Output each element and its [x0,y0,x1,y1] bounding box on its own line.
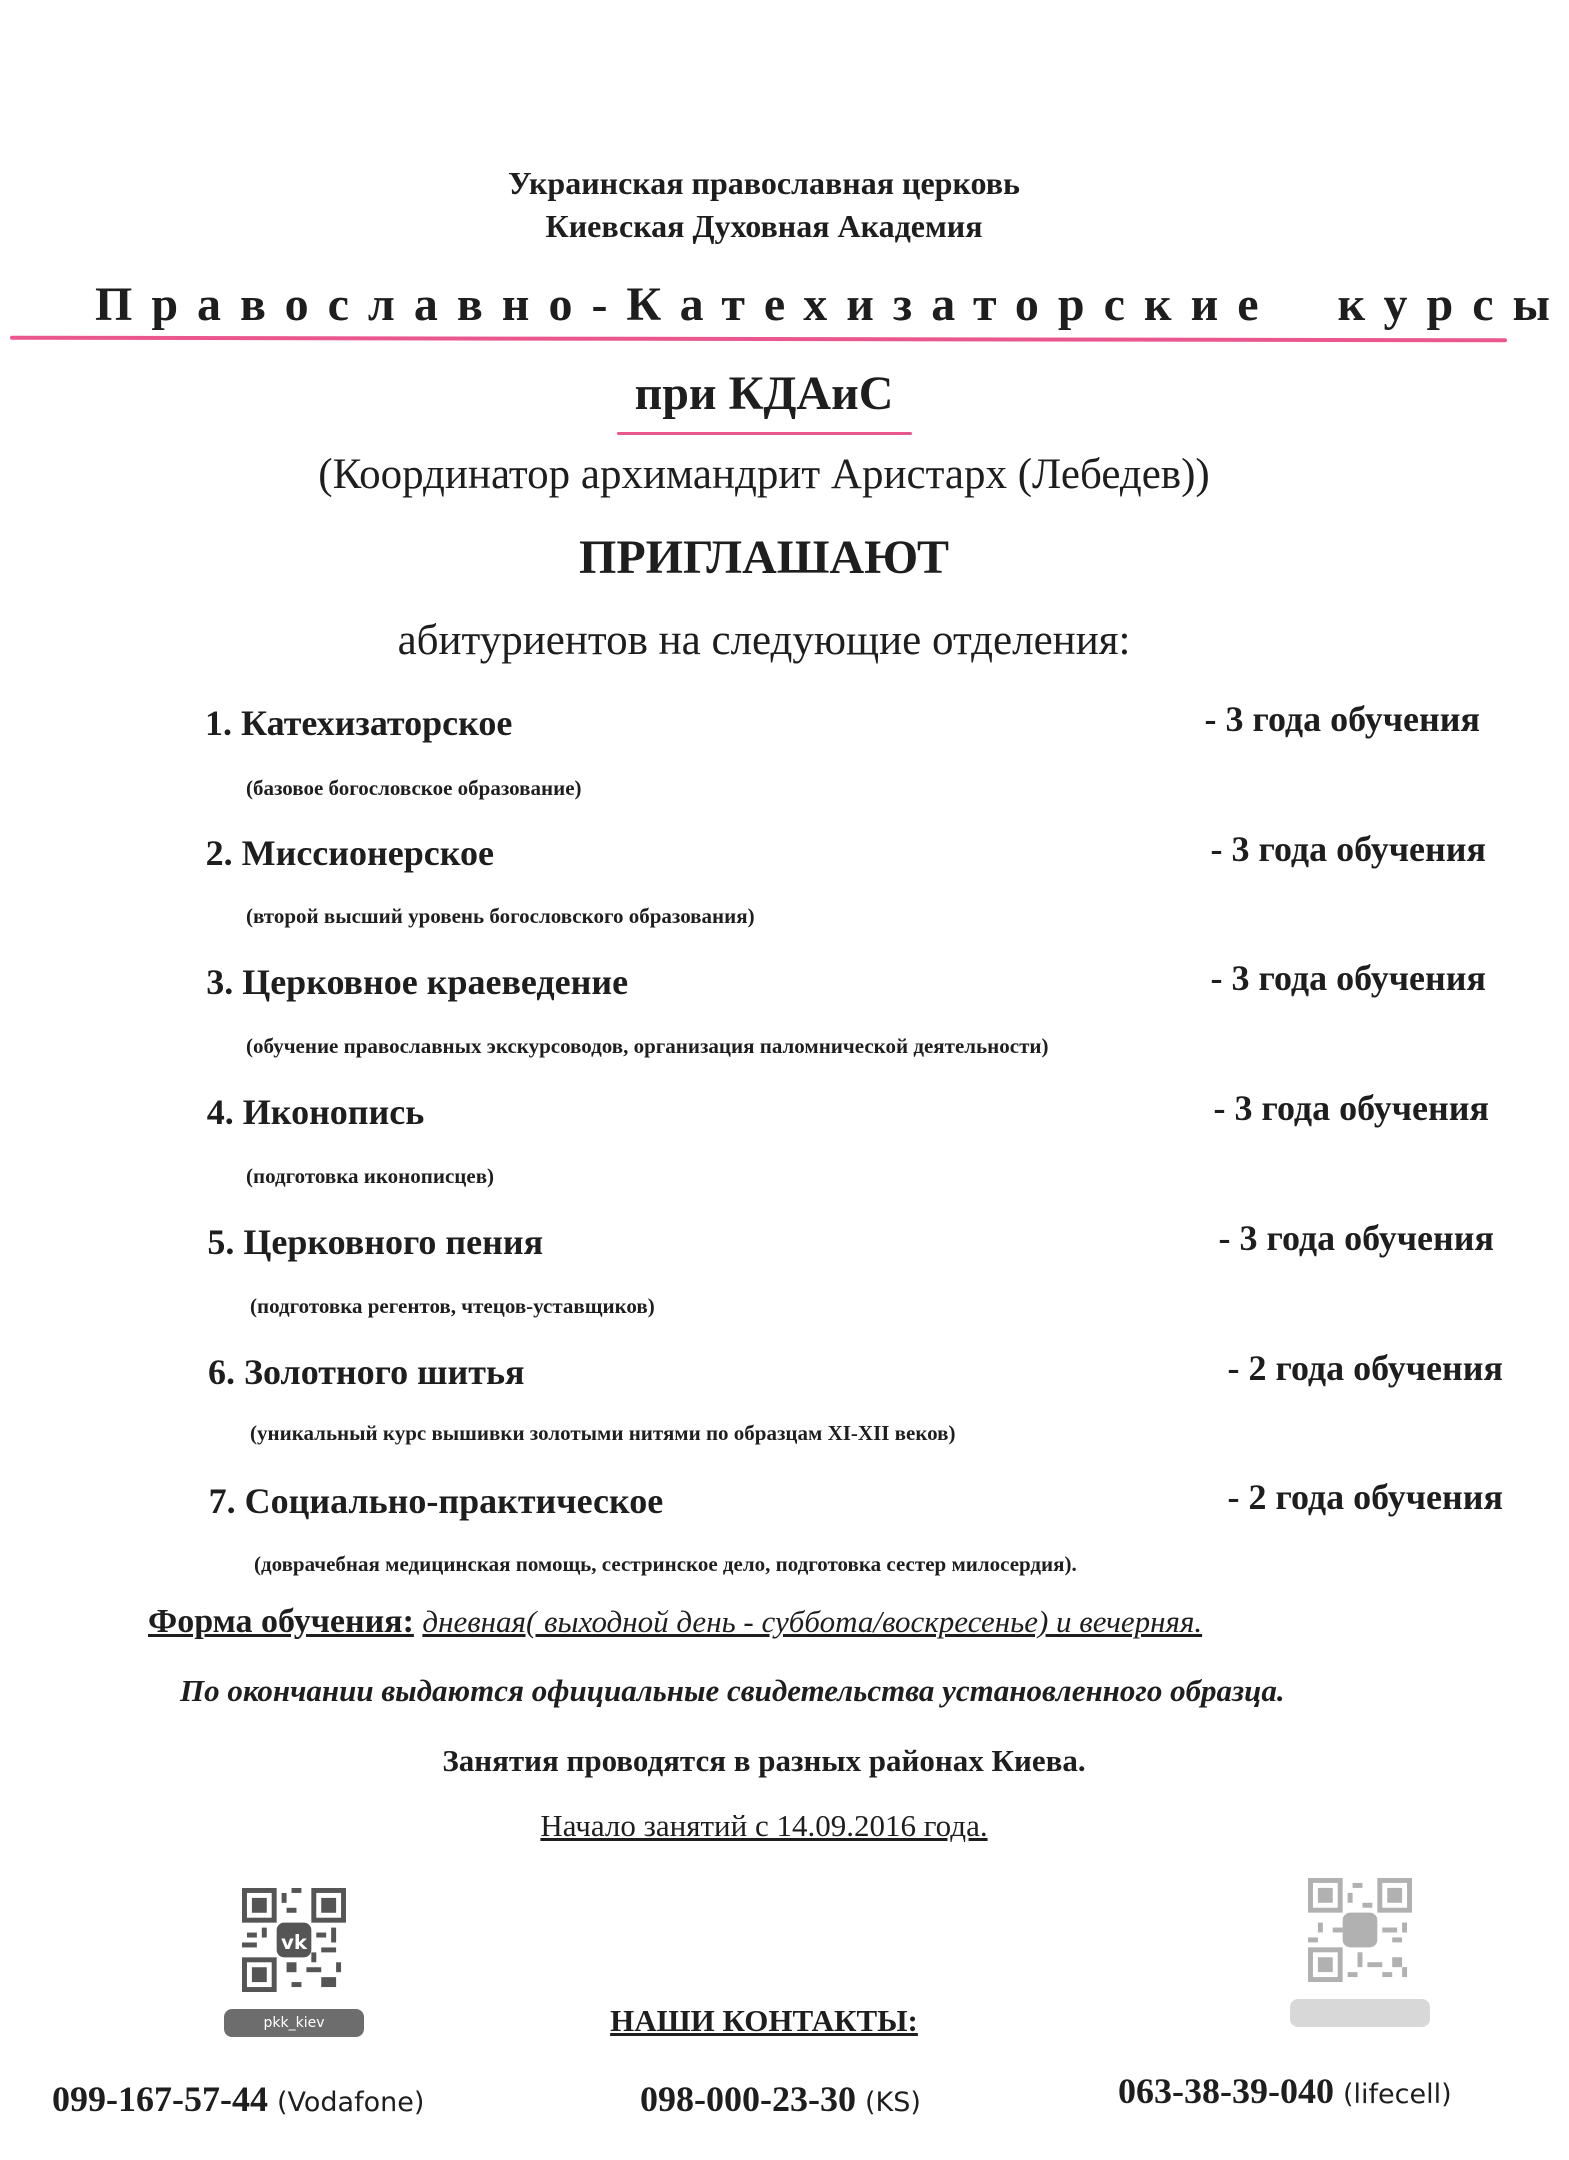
start-date: Начало занятий с 14.09.2016 года. [540,1808,988,1843]
department-duration: - 2 года обучения [1227,1477,1503,1517]
department-name: 5. Церковного пения [207,1222,544,1262]
invite-heading: ПРИГЛАШАЮТ [579,531,949,584]
subtitle-underline [617,432,912,435]
phone-ks [640,2078,921,2120]
contacts-heading: НАШИ КОНТАКТЫ: [610,2003,918,2038]
department-description: (обучение православных экскурсоводов, организация паломнической деятельности) [246,1034,1049,1058]
department-duration: - 3 года обучения [1204,699,1480,739]
department-description: (подготовка иконописцев) [246,1164,495,1188]
phone-carrier: (Vodafone) [276,2087,425,2118]
coordinator-line: (Координатор архимандрит Аристарх (Лебедев)) [318,451,1210,498]
department-description: (базовое богословское образование) [246,776,582,800]
department-name: 7. Социально-практическое [208,1481,664,1521]
courses-title-main: Православно-Катехизаторские [95,278,1278,331]
department-duration: - 3 года обучения [1218,1218,1494,1258]
department-name: 3. Церковное краеведение [206,962,629,1002]
institution-subtitle: при КДАиС [634,367,894,420]
audience-line: абитуриентов на следующие отделения: [397,617,1131,664]
church-name: Украинская православная церковь [508,165,1020,201]
courses-title-word: курсы [1337,278,1569,331]
department-duration: - 3 года обучения [1210,829,1486,869]
study-form-label: Форма обучения: [148,1603,414,1640]
department-description: (доврачебная медицинская помощь, сестринское дело, подготовка сестер милосердия). [254,1552,1077,1576]
department-duration: - 3 года обучения [1210,958,1486,998]
phone-carrier: (lifecell) [1342,2079,1452,2110]
qr-code-icon [1308,1878,1412,1982]
phone-number: 063-38-39-040 [1118,2071,1334,2111]
department-name: 6. Золотного шитья [208,1352,525,1392]
phone-number: 099-167-57-44 [52,2079,268,2119]
classes-location: Занятия проводятся в разных районах Киева. [442,1743,1086,1778]
phone-carrier: (KS) [864,2087,921,2118]
department-name: 4. Иконопись [206,1092,425,1132]
department-duration: - 2 года обучения [1227,1348,1503,1388]
department-description: (второй высший уровень богословского образования) [246,904,755,928]
svg-text:vk: vk [280,1930,308,1954]
academy-name: Киевская Духовная Академия [545,208,983,244]
vk-qr-code-icon [242,1888,346,1992]
certificate-note: По окончании выдаются официальные свидетельства установленного образца. [180,1673,1285,1708]
study-form-value: дневная( выходной день - суббота/воскресенье) и вечерняя. [422,1604,1203,1639]
department-name: 2. Миссионерское [205,833,494,873]
title-underline [10,336,1507,343]
phone-lifecell [1118,2070,1452,2112]
phone-number: 098-000-23-30 [640,2079,856,2119]
department-name: 1. Катехизаторское [205,703,513,743]
department-duration: - 3 года обучения [1213,1088,1489,1128]
vk-qr-badge: pkk_kiev [224,2009,364,2037]
department-description: (уникальный курс вышивки золотыми нитями по образцам XI-XII веков) [250,1421,956,1445]
courses-title [95,277,1569,332]
department-description: (подготовка регентов, чтецов-уставщиков) [250,1294,655,1318]
phone-vodafone [52,2078,424,2120]
study-form-line [148,1603,1202,1641]
